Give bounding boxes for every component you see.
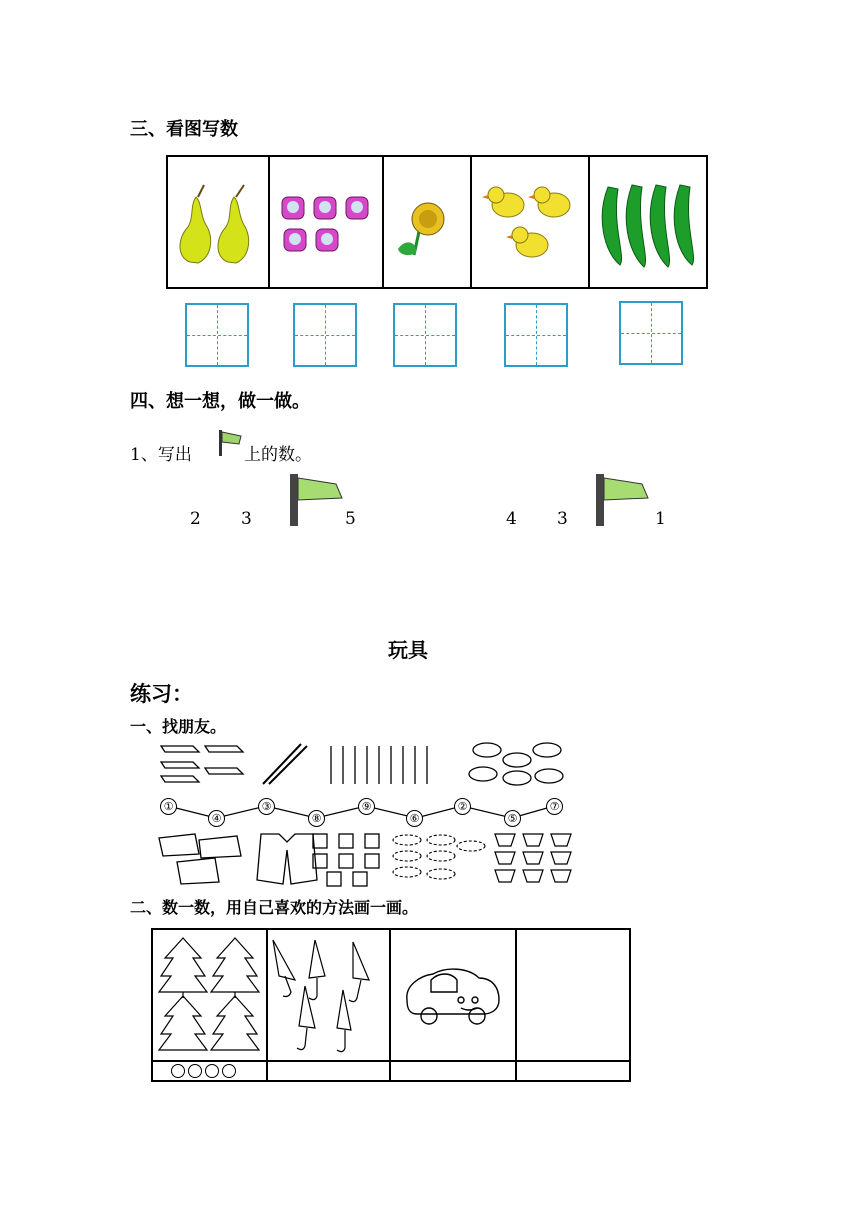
path-number-8: ⑤ <box>504 810 521 827</box>
objects-top-row <box>155 740 575 790</box>
seq-b-number-1: 4 <box>506 509 517 529</box>
path-number-6: ⑥ <box>406 810 423 827</box>
chick-cell <box>472 157 590 287</box>
candy-cell <box>270 157 384 287</box>
car-icon <box>395 956 507 1036</box>
picture-table <box>166 155 708 289</box>
pillows-icon <box>159 834 241 884</box>
practice-label: 练习： <box>130 682 193 706</box>
circle-marker <box>205 1064 219 1078</box>
section4-heading: 四、想一想，做一做。 <box>130 391 310 412</box>
chick-icon <box>472 157 588 287</box>
path-number-2: ④ <box>208 810 225 827</box>
path-number-1: ① <box>160 798 177 815</box>
pear-icon <box>168 157 268 287</box>
flower-icon <box>384 157 470 287</box>
drawing-table <box>151 928 631 1082</box>
circle-markers <box>171 1063 239 1082</box>
answer-box-1[interactable] <box>185 303 249 367</box>
cucumber-cell <box>590 157 706 287</box>
circle-marker <box>222 1064 236 1078</box>
toothbrushes-icon <box>331 746 427 784</box>
candy-icon <box>270 157 382 287</box>
answer-box-2[interactable] <box>293 303 357 367</box>
seq-b-number-2: 3 <box>557 509 568 529</box>
seq-b-number-3: 1 <box>655 509 666 529</box>
path-number-3: ③ <box>258 798 275 815</box>
objects-bottom-row <box>155 830 575 890</box>
ribbons-icon <box>161 746 243 782</box>
seq-b-flag-icon <box>590 472 652 528</box>
trees-icon <box>157 934 265 1058</box>
section3-heading: 三、看图写数 <box>130 119 238 140</box>
practice-q1: 一、找朋友。 <box>130 717 227 736</box>
dishes-icon <box>393 835 485 879</box>
cucumber-icon <box>590 157 706 287</box>
flag-icon <box>215 428 245 458</box>
path-number-9: ⑦ <box>546 798 563 815</box>
practice-q2: 二、数一数，用自己喜欢的方法画一画。 <box>130 898 419 917</box>
seq-a-number-3: 5 <box>345 509 356 529</box>
umbrellas-icon <box>269 936 387 1056</box>
chopsticks-icon <box>263 744 307 784</box>
path-number-7: ② <box>454 798 471 815</box>
seq-a-flag-icon <box>284 472 346 528</box>
flower-cell <box>384 157 472 287</box>
circle-marker <box>171 1064 185 1078</box>
seq-a-number-1: 2 <box>190 509 201 529</box>
cups-icon <box>313 834 379 886</box>
seq-a-number-2: 3 <box>241 509 252 529</box>
answer-box-5[interactable] <box>619 301 683 365</box>
path-number-4: ⑧ <box>308 810 325 827</box>
bowls-icon <box>495 834 571 882</box>
pear-cell <box>168 157 270 287</box>
answer-box-3[interactable] <box>393 303 457 367</box>
q1-text-a: 1、写出 <box>130 445 192 465</box>
plates-icon <box>469 743 563 785</box>
page-title: 玩具 <box>388 638 428 662</box>
circle-marker <box>188 1064 202 1078</box>
q1-text-b: 上的数。 <box>244 445 312 465</box>
answer-box-4[interactable] <box>504 303 568 367</box>
path-number-5: ⑨ <box>358 798 375 815</box>
coat-icon <box>257 834 317 884</box>
